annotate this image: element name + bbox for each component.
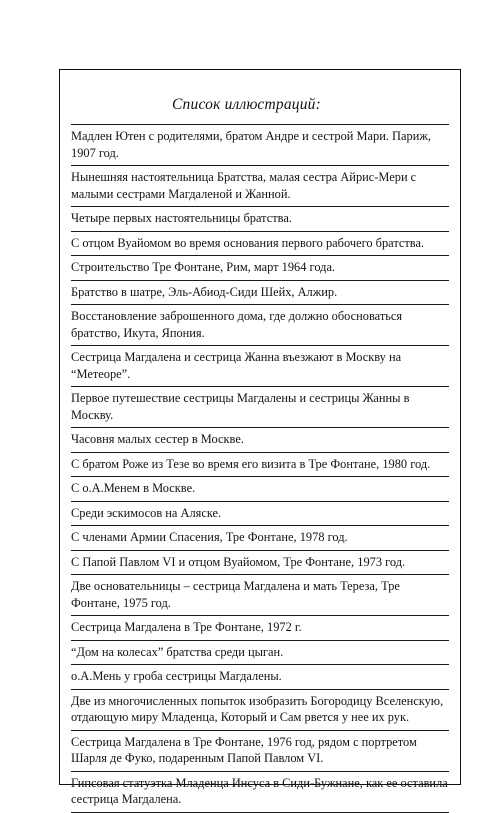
- list-item: С отцом Вуайомом во время основания первого рабочего братства.: [71, 231, 449, 256]
- list-item: Братство в шатре, Эль-Абиод-Сиди Шейх, Алжир.: [71, 280, 449, 305]
- list-item: С братом Роже из Тезе во время его визита в Тре Фонтане, 1980 год.: [71, 452, 449, 477]
- list-item: Сестрица Магдалена и сестрица Жанна въезжают в Москву на “Метеоре”.: [71, 345, 449, 386]
- list-item: Две из многочисленных попыток изобразить Богородицу Вселенскую, отдающую миру Младенца, Который и Сам рвется у нее их рук.: [71, 689, 449, 730]
- list-item: Нынешняя настоятельница Братства, малая сестра Айрис-Мери с малыми сестрами Магдаленой и Жанной.: [71, 165, 449, 206]
- list-item: Гипсовая статуэтка Младенца Инсуса в Сиди-Бужнане, как ее оставила сестрица Магдалена.: [71, 771, 449, 813]
- list-item: Сестрица Магдалена в Тре Фонтане, 1972 г.: [71, 615, 449, 640]
- list-item: Часовня малых сестер в Москве.: [71, 427, 449, 452]
- list-title: Список иллюстраций:: [172, 96, 321, 113]
- list-item: Строительство Тре Фонтане, Рим, март 1964 года.: [71, 255, 449, 280]
- list-item: С Папой Павлом VI и отцом Вуайомом, Тре Фонтане, 1973 год.: [71, 550, 449, 575]
- list-item: С членами Армии Спасения, Тре Фонтане, 1978 год.: [71, 525, 449, 550]
- list-item: Две основательницы – сестрица Магдалена и мать Тереза, Тре Фонтане, 1975 год.: [71, 574, 449, 615]
- list-item: Восстановление заброшенного дома, где должно обосноваться братство, Икута, Япония.: [71, 304, 449, 345]
- list-item: “Дом на колесах” братства среди цыган.: [71, 640, 449, 665]
- illustrations-list: [71, 124, 449, 813]
- list-item: Мадлен Ютен с родителями, братом Андре и сестрой Мари. Париж, 1907 год.: [71, 124, 449, 165]
- list-item: Первое путешествие сестрицы Магдалены и сестрицы Жанны в Москву.: [71, 386, 449, 427]
- list-item: Среди эскимосов на Аляске.: [71, 501, 449, 526]
- list-item: Сестрица Магдалена в Тре Фонтане, 1976 год, рядом с портретом Шарля де Фуко, подаренным Папой Павлом VI.: [71, 730, 449, 771]
- list-item: С о.А.Менем в Москве.: [71, 476, 449, 501]
- list-item: Четыре первых настоятельницы братства.: [71, 206, 449, 231]
- list-item: о.А.Мень у гроба сестрицы Магдалены.: [71, 664, 449, 689]
